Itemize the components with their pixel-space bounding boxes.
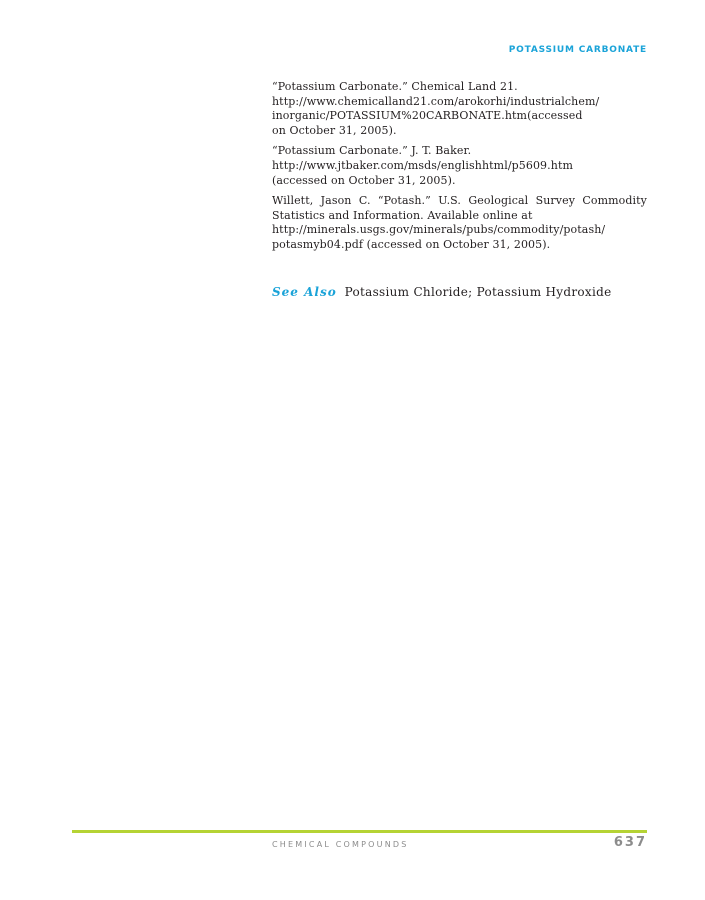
reference-line: Statistics and Information. Available online at bbox=[272, 208, 533, 222]
see-also-label: See Also bbox=[272, 285, 337, 299]
reference-line: (accessed on October 31, 2005). bbox=[272, 173, 456, 187]
page-number: 637 bbox=[613, 835, 647, 850]
references-list bbox=[272, 80, 647, 259]
reference-line: http://www.chemicalland21.com/arokorhi/industrialchem/ bbox=[272, 94, 600, 108]
reference-line: http://minerals.usgs.gov/minerals/pubs/commodity/potash/ bbox=[272, 223, 606, 237]
reference-line: “Potassium Carbonate.” Chemical Land 21. bbox=[272, 80, 518, 93]
reference-item bbox=[272, 194, 647, 252]
reference-line: potasmyb04.pdf (accessed on October 31, 2005). bbox=[272, 237, 551, 251]
reference-line: on October 31, 2005). bbox=[272, 123, 397, 137]
see-also-targets: Potassium Chloride; Potassium Hydroxide bbox=[344, 285, 612, 299]
reference-line: inorganic/POTASSIUM%20CARBONATE.htm(accessed bbox=[272, 109, 583, 123]
reference-line: http://www.jtbaker.com/msds/englishhtml/p5609.htm bbox=[272, 158, 573, 172]
see-also bbox=[272, 285, 611, 299]
reference-item bbox=[272, 144, 647, 188]
footer-rule bbox=[72, 830, 647, 833]
reference-line: Willett, Jason C. “Potash.” U.S. Geological Survey Commodity bbox=[272, 194, 647, 208]
reference-line: “Potassium Carbonate.” J. T. Baker. bbox=[272, 144, 472, 158]
running-head: POTASSIUM CARBONATE bbox=[508, 45, 647, 55]
footer-book-title: CHEMICAL COMPOUNDS bbox=[272, 840, 409, 849]
reference-item bbox=[272, 80, 647, 138]
